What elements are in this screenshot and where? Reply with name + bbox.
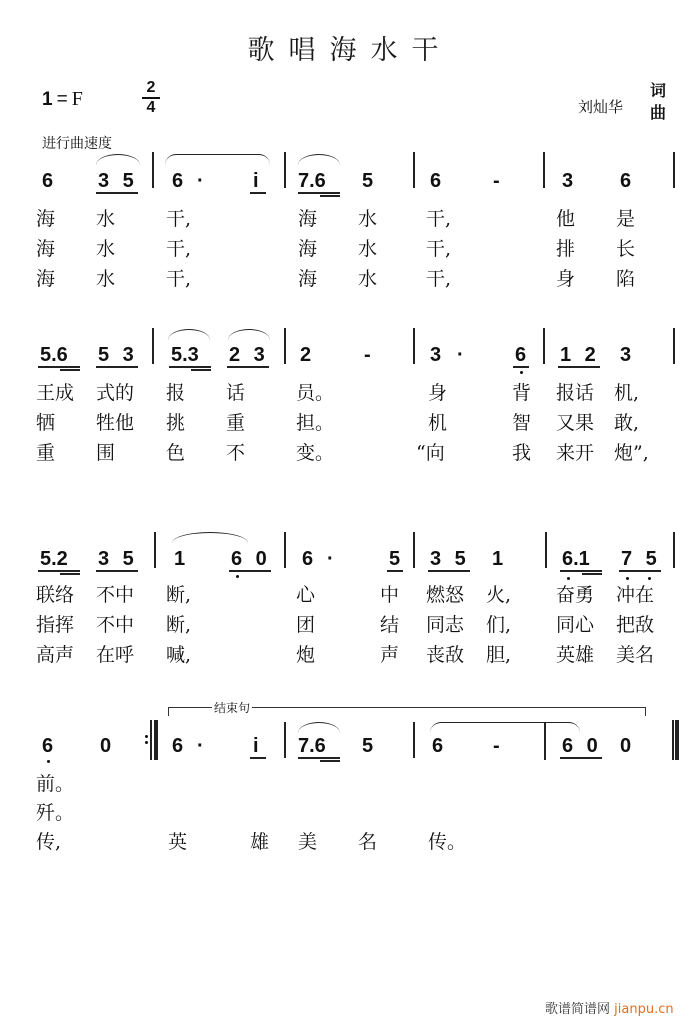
lyric: 团 bbox=[296, 614, 316, 636]
underline bbox=[560, 757, 602, 759]
note: 3 bbox=[620, 344, 632, 366]
note: 3 bbox=[562, 170, 574, 192]
lyric: 不中 bbox=[96, 614, 135, 636]
underline bbox=[96, 366, 138, 368]
lyric: 王成 bbox=[36, 382, 75, 404]
lyric: 冲在 bbox=[616, 584, 655, 606]
barline bbox=[152, 328, 154, 364]
slur bbox=[298, 154, 340, 165]
lyric: 机, bbox=[614, 382, 640, 404]
note: 6 bbox=[430, 170, 442, 192]
role-lyrics: 词 bbox=[650, 81, 667, 100]
lyric: 又果 bbox=[556, 412, 595, 434]
rest: 0 bbox=[620, 735, 632, 757]
rest: 0 bbox=[100, 735, 112, 757]
lyric: 牲他 bbox=[96, 412, 135, 434]
lyric: 喊, bbox=[166, 644, 192, 666]
lyric: 海 bbox=[298, 268, 318, 290]
lyric: 同志 bbox=[426, 614, 465, 636]
slur bbox=[430, 722, 580, 733]
lyric: 传。 bbox=[428, 831, 467, 853]
lyric: 美 bbox=[298, 831, 318, 853]
lyric: 身 bbox=[556, 268, 576, 290]
lyric: 同心 bbox=[556, 614, 595, 636]
low-octave-dot bbox=[626, 577, 629, 580]
lyric: 水 bbox=[358, 238, 378, 260]
lyric: 中 bbox=[380, 584, 400, 606]
barline bbox=[154, 532, 156, 568]
underline bbox=[387, 570, 403, 572]
barline bbox=[284, 152, 286, 188]
lyric: 燃怒 bbox=[426, 584, 465, 606]
dot-extension: · bbox=[457, 344, 464, 366]
lyric: 美名 bbox=[616, 644, 655, 666]
lyric: 们, bbox=[486, 614, 512, 636]
note: 6 0 bbox=[231, 548, 271, 570]
barline bbox=[413, 328, 415, 364]
lyric: 我 bbox=[512, 442, 532, 464]
underline bbox=[558, 366, 600, 368]
lyric: 丧敌 bbox=[426, 644, 465, 666]
lyric: 水 bbox=[358, 268, 378, 290]
lyric: 排 bbox=[556, 238, 576, 260]
slur bbox=[172, 532, 248, 543]
barline bbox=[413, 722, 415, 758]
note: 6 0 bbox=[562, 735, 602, 757]
lyric: 胆, bbox=[486, 644, 512, 666]
lyric: 水 bbox=[96, 238, 116, 260]
underline bbox=[96, 570, 138, 572]
lyric: 海 bbox=[298, 208, 318, 230]
barline bbox=[673, 532, 675, 568]
note: 7.6 bbox=[298, 170, 326, 192]
lyric: 敢, bbox=[614, 412, 640, 434]
final-barline bbox=[675, 720, 679, 760]
barline bbox=[284, 328, 286, 364]
underline bbox=[38, 570, 80, 572]
note: 5.6 bbox=[40, 344, 68, 366]
underline-double bbox=[582, 573, 602, 575]
note: 1 bbox=[492, 548, 504, 570]
lyric: 长 bbox=[616, 238, 636, 260]
note: 3 bbox=[430, 344, 442, 366]
underline bbox=[298, 192, 340, 194]
lyric: 干, bbox=[166, 208, 192, 230]
dot-extension: · bbox=[197, 735, 204, 757]
lyric: 传, bbox=[36, 831, 62, 853]
lyric: 挑 bbox=[166, 412, 186, 434]
key-degree: 1 bbox=[42, 89, 53, 110]
underline bbox=[227, 366, 269, 368]
lyric: 报话 bbox=[556, 382, 595, 404]
note: 5 3 bbox=[98, 344, 138, 366]
lyric: 炮”, bbox=[614, 442, 649, 464]
note: 6 bbox=[620, 170, 632, 192]
dot-extension: · bbox=[197, 170, 204, 192]
lyric: 海 bbox=[36, 208, 56, 230]
underline bbox=[298, 757, 340, 759]
underline bbox=[250, 757, 266, 759]
lyric: 智 bbox=[512, 412, 532, 434]
lyric: 干, bbox=[166, 238, 192, 260]
lyric: 指挥 bbox=[36, 614, 75, 636]
lyric: 干, bbox=[426, 268, 452, 290]
lyric: 他 bbox=[556, 208, 576, 230]
lyric: 炮 bbox=[296, 644, 316, 666]
lyric: 断, bbox=[166, 584, 192, 606]
barline bbox=[543, 328, 545, 364]
low-octave-dot bbox=[648, 577, 651, 580]
underline-double bbox=[191, 369, 211, 371]
lyric: “向 bbox=[416, 442, 445, 464]
underline bbox=[513, 366, 529, 368]
lyric: 把敌 bbox=[616, 614, 655, 636]
repeat-barline bbox=[154, 720, 158, 760]
lyric: 变。 bbox=[296, 442, 335, 464]
underline-double bbox=[320, 760, 340, 762]
lyric: 干, bbox=[426, 208, 452, 230]
slur bbox=[298, 722, 340, 733]
tempo-marking: 进行曲速度 bbox=[42, 136, 112, 152]
note: 5.3 bbox=[171, 344, 199, 366]
lyric: 结 bbox=[380, 614, 400, 636]
note: 7.6 bbox=[298, 735, 326, 757]
song-title: 歌唱海水干 bbox=[247, 35, 453, 66]
note: 3 5 bbox=[98, 170, 138, 192]
lyric: 高声 bbox=[36, 644, 75, 666]
lyric: 围 bbox=[96, 442, 116, 464]
barline bbox=[413, 532, 415, 568]
underline bbox=[96, 192, 138, 194]
lyric: 报 bbox=[166, 382, 186, 404]
lyric: 干, bbox=[426, 238, 452, 260]
barline bbox=[152, 152, 154, 188]
low-octave-dot bbox=[567, 577, 570, 580]
note: 1 2 bbox=[560, 344, 600, 366]
note: 6.1 bbox=[562, 548, 590, 570]
underline bbox=[169, 366, 211, 368]
lyric: 担。 bbox=[296, 412, 335, 434]
lyric: 英 bbox=[168, 831, 188, 853]
note-low: 6 bbox=[515, 344, 527, 366]
low-octave-dot bbox=[236, 575, 239, 578]
underline-double bbox=[320, 195, 340, 197]
note: 6 bbox=[432, 735, 444, 757]
note: 6 bbox=[172, 735, 184, 757]
watermark-text: 歌谱简谱网 bbox=[545, 1002, 611, 1017]
lyric: 水 bbox=[96, 268, 116, 290]
dot-extension: · bbox=[327, 548, 334, 570]
lyric: 前。 bbox=[36, 773, 75, 795]
role-music: 曲 bbox=[650, 103, 667, 122]
key-signature bbox=[42, 88, 83, 111]
note: 1 bbox=[174, 548, 186, 570]
lyric: 英雄 bbox=[556, 644, 595, 666]
lyric: 身 bbox=[428, 382, 448, 404]
author-name: 刘灿华 bbox=[578, 98, 624, 116]
lyric: 歼。 bbox=[36, 802, 75, 824]
lyric: 海 bbox=[298, 238, 318, 260]
lyric: 海 bbox=[36, 268, 56, 290]
lyric: 干, bbox=[166, 268, 192, 290]
lyric: 声 bbox=[380, 644, 400, 666]
barline bbox=[284, 722, 286, 758]
lyric: 陷 bbox=[616, 268, 636, 290]
lyric: 断, bbox=[166, 614, 192, 636]
barline bbox=[150, 720, 152, 760]
note: 2 3 bbox=[229, 344, 269, 366]
lyric: 员。 bbox=[296, 382, 335, 404]
note: 3 5 bbox=[98, 548, 138, 570]
lyric: 水 bbox=[358, 208, 378, 230]
lyric: 不 bbox=[226, 442, 246, 464]
slur bbox=[165, 154, 270, 165]
lyric: 重 bbox=[36, 442, 56, 464]
note: 5.2 bbox=[40, 548, 68, 570]
underline bbox=[428, 570, 470, 572]
barline bbox=[673, 328, 675, 364]
barline bbox=[284, 532, 286, 568]
note: 2 bbox=[300, 344, 312, 366]
lyric: 雄 bbox=[250, 831, 270, 853]
dash: - bbox=[493, 735, 500, 757]
dash: - bbox=[493, 170, 500, 192]
underline-double bbox=[60, 573, 80, 575]
underline bbox=[560, 570, 602, 572]
lyric: 重 bbox=[226, 412, 246, 434]
lyric: 是 bbox=[616, 208, 636, 230]
lyric: 话 bbox=[226, 382, 246, 404]
lyric: 联络 bbox=[36, 584, 75, 606]
note: 3 5 bbox=[430, 548, 470, 570]
slur bbox=[96, 154, 140, 165]
barline bbox=[673, 152, 675, 188]
lyric: 火, bbox=[486, 584, 512, 606]
underline-double bbox=[60, 369, 80, 371]
lyric: 式的 bbox=[96, 382, 135, 404]
low-octave-dot bbox=[47, 760, 50, 763]
note-high: i bbox=[253, 735, 259, 757]
underline bbox=[229, 570, 271, 572]
watermark-site: jianpu.cn bbox=[614, 1002, 674, 1017]
note: 5 bbox=[362, 735, 374, 757]
lyric: 在呼 bbox=[96, 644, 135, 666]
note: 6 bbox=[172, 170, 184, 192]
underline bbox=[619, 570, 661, 572]
lyric: 来开 bbox=[556, 442, 595, 464]
watermark bbox=[545, 998, 674, 1017]
note: 6 bbox=[42, 735, 54, 757]
note: 5 bbox=[389, 548, 401, 570]
lyric: 奋勇 bbox=[556, 584, 595, 606]
note: 5 bbox=[362, 170, 374, 192]
slur bbox=[228, 329, 270, 340]
low-octave-dot bbox=[520, 371, 523, 374]
lyric: 水 bbox=[96, 208, 116, 230]
note: 7 5 bbox=[621, 548, 661, 570]
repeat-dots bbox=[145, 732, 149, 747]
lyric: 不中 bbox=[96, 584, 135, 606]
lyric: 牺 bbox=[36, 412, 56, 434]
lyric: 机 bbox=[428, 412, 448, 434]
dash: - bbox=[364, 344, 371, 366]
lyric: 色 bbox=[166, 442, 186, 464]
barline bbox=[545, 532, 547, 568]
final-barline-thin bbox=[672, 720, 674, 760]
ending-label: 结束句 bbox=[214, 701, 251, 715]
barline bbox=[543, 152, 545, 188]
note-high: i bbox=[253, 170, 259, 192]
time-signature bbox=[140, 80, 162, 116]
lyric: 背 bbox=[512, 382, 532, 404]
lyric: 海 bbox=[36, 238, 56, 260]
slur bbox=[168, 329, 210, 340]
time-bottom: 4 bbox=[146, 99, 156, 116]
lyric: 心 bbox=[296, 584, 316, 606]
note: 6 bbox=[42, 170, 54, 192]
underline bbox=[250, 192, 266, 194]
underline bbox=[38, 366, 80, 368]
note: 6 bbox=[302, 548, 314, 570]
barline bbox=[413, 152, 415, 188]
lyric: 名 bbox=[358, 831, 378, 853]
key-note: F bbox=[71, 88, 83, 110]
key-equals: = bbox=[56, 89, 68, 110]
author-roles bbox=[650, 80, 670, 124]
time-top: 2 bbox=[146, 79, 156, 96]
